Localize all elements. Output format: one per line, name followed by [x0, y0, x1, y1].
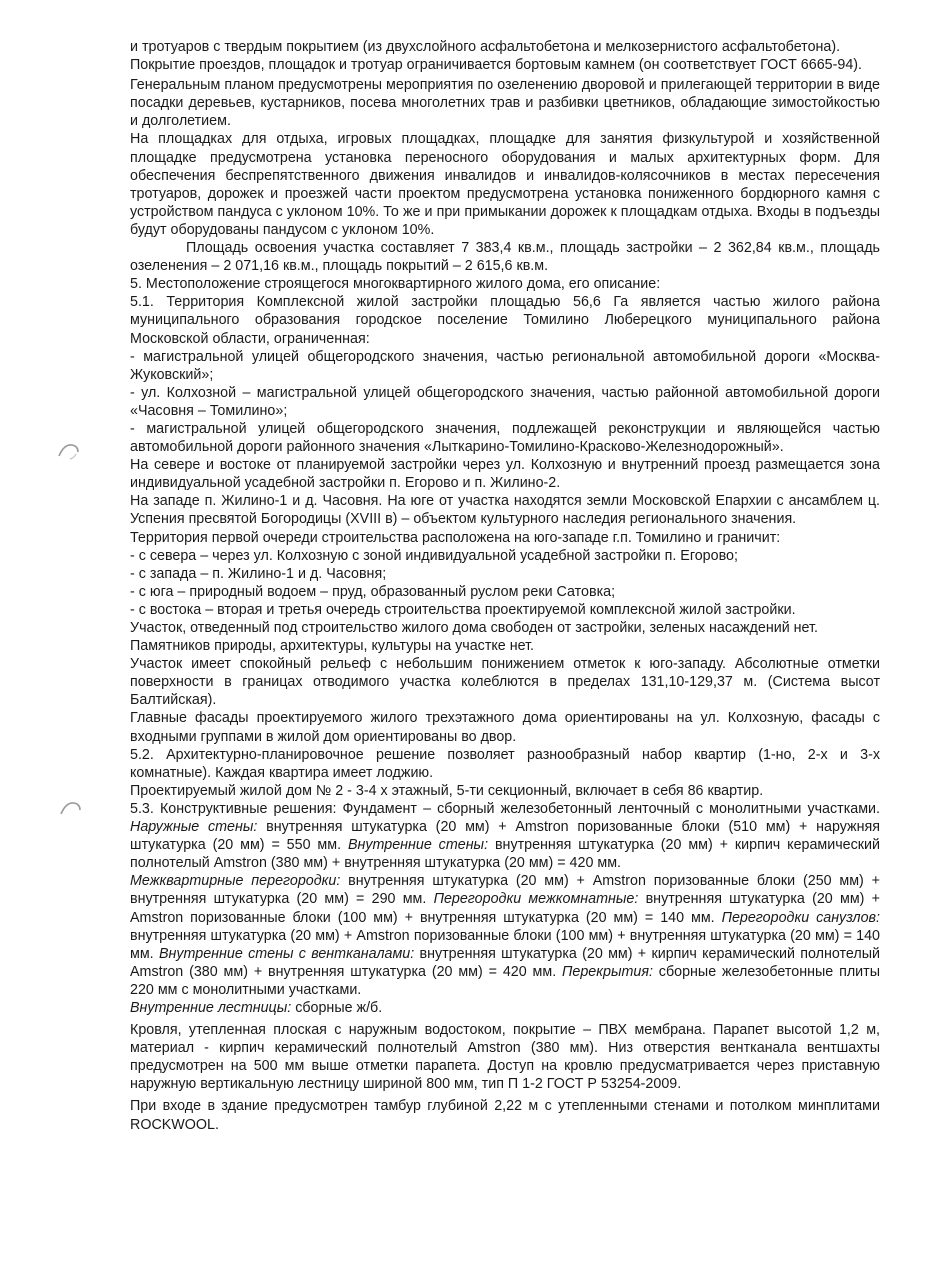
paragraph: Покрытие проездов, площадок и тротуар ограничивается бортовым камнем (он соответствует ГОСТ 6665-94). [130, 57, 863, 74]
text-run: внутренняя штукатурка (20 мм) + Amstron поризованные блоки (510 мм) + наружняя штукатурка (20 мм) = 550 мм. [130, 819, 880, 854]
paragraph-vestibule: При входе в здание предусмотрен тамбур глубиной 2,22 м с утепленными стенами и потолком минплитами ROCKWOOL. [130, 1098, 880, 1133]
italic-term: Внутренние стены с вентканалами: [158, 945, 415, 962]
paragraph: На площадках для отдыха, игровых площадках, площадке для занятия физкультурой и хозяйственной площадке предусмотрена установка переносного оборудования и малых архитектурных форм. Для обеспечения беспрепятственного движения инвалидов и инвалидов-колясочников в местах пересечения тротуаров, дорожек и проезжей части проектом предусмотрена установка пониженного бордюрного камня с устройством пандуса с уклоном 10%. То же и при примыкании дорожек к площадкам отдыха. Входы в подъезды будут оборудованы пандусом с уклоном 10%. [130, 131, 880, 238]
paragraph: Площадь освоения участка составляет 7 383,4 кв.м., площадь застройки – 2 362,84 кв.м., площадь озеленения – 2 071,16 кв.м., площадь покрытий – 2 615,6 кв.м. [130, 240, 880, 275]
list-item: - с юга – природный водоем – пруд, образованный руслом реки Сатовка; [130, 583, 616, 600]
paragraph: Территория первой очереди строительства расположена на юго-западе г.п. Томилино и граничит: [130, 529, 781, 546]
text-run: внутренняя штукатурка (20 мм) + Amstron поризованные блоки (250 мм) + внутренняя штукатурка (20 мм) = 290 мм. [130, 873, 880, 908]
paragraph: На севере и востоке от планируемой застройки через ул. Колхозную и внутренний проезд размещается зона индивидуальной усадебной застройки п. Егорово и п. Жилино-2. [130, 457, 880, 492]
paragraph-partitions [130, 872, 880, 999]
italic-term: Внутренние лестницы: [130, 999, 292, 1016]
italic-term: Перегородки санузлов: [721, 909, 880, 926]
text-run: внутренняя штукатурка (20 мм) + кирпич керамический полнотелый Amstron (380 мм) + внутренняя штукатурка (20 мм) = 420 мм. [130, 945, 880, 980]
paragraph-stairs [130, 999, 880, 1017]
paragraph: На западе п. Жилино-1 и д. Часовня. На юге от участка находятся земли Московской Епархии с ансамблем ц. Успения пресвятой Богородицы (XVIII в) – объектом культурного наследия регионального значения. [130, 493, 880, 528]
text-run: сборные ж/б. [291, 999, 383, 1016]
paragraph: Проектируемый жилой дом № 2 - 3-4 х этажный, 5-ти секционный, включает в себя 86 квартир. [130, 782, 764, 799]
text-run: внутренняя штукатурка (20 мм) + Amstron поризованные блоки (100 мм) + внутренняя штукатурка (20 мм) = 140 мм. [130, 927, 880, 962]
text-run: внутренняя штукатурка (20 мм) + кирпич керамический полнотелый Amstron (380 мм) + внутренняя штукатурка (20 мм) = 420 мм. [130, 837, 881, 872]
list-item: - магистральной улицей общегородского значения, частью региональной автомобильной дороги «Москва-Жуковский»; [130, 348, 880, 383]
italic-term: Внутренние стены: [347, 837, 489, 854]
list-item: - с востока – вторая и третья очередь строительства проектируемой комплексной жилой застройки. [130, 601, 796, 618]
document-page [130, 38, 880, 1134]
list-item: - с запада – п. Жилино-1 и д. Часовня; [130, 565, 387, 582]
text-run: внутренняя штукатурка (20 мм) + Amstron поризованные блоки (100 мм) + внутренняя штукатурка (20 мм) = 140 мм. [130, 891, 880, 926]
paragraph-constructive-solutions [130, 800, 880, 872]
paragraph: и тротуаров с твердым покрытием (из двухслойного асфальтобетона и мелкозернистого асфальтобетона). [130, 39, 841, 55]
paragraph: Памятников природы, архитектуры, культуры на участке нет. [130, 638, 535, 655]
paragraph: Главные фасады проектируемого жилого трехэтажного дома ориентированы на ул. Колхозную, фасады с входными группами в жилой дом ориентированы во двор. [130, 710, 880, 745]
list-item: - магистральной улицей общегородского значения, подлежащей реконструкции и являющейся частью автомобильной дороги районного значения «Лыткарино-Томилино-Красково-Железнодорожный». [130, 420, 880, 456]
paragraph: 5.2. Архитектурно-планировочное решение позволяет разнообразный набор квартир (1-но, 2-х и 3-х комнатные). Каждая квартира имеет лоджию. [130, 746, 880, 781]
paragraph: 5.1. Территория Комплексной жилой застройки площадью 56,6 Га является частью жилого района муниципального образования городское поселение Томилино Люберецкого муниципального района Московской области, ограниченная: [130, 294, 880, 347]
section-heading: 5. Местоположение строящегося многоквартирного жилого дома, его описание: [130, 276, 661, 293]
italic-term: Перекрытия: [562, 963, 653, 980]
list-item: - ул. Колхозной – магистральной улицей общегородского значения, частью районной автомобильной дороги «Часовня – Томилино»; [130, 384, 880, 419]
list-item: - с севера – через ул. Колхозную с зоной индивидуальной усадебной застройки п. Егорово; [130, 547, 738, 564]
italic-term: Перегородки межкомнатные: [433, 891, 639, 908]
paragraph: Генеральным планом предусмотрены мероприятия по озеленению дворовой и прилегающей территории в виде посадки деревьев, кустарников, посева многолетних трав и разбивки цветников, обладающие зимостойкостью и долголетием. [130, 77, 880, 130]
punch-hole-mark-bottom [58, 798, 84, 820]
italic-term: Наружные стены: [130, 819, 258, 836]
paragraph: Участок, отведенный под строительство жилого дома свободен от застройки, зеленых насаждений нет. [130, 620, 818, 636]
paragraph-roof: Кровля, утепленная плоская с наружным водостоком, покрытие – ПВХ мембрана. Парапет высотой 1,2 м, материал - кирпич керамический полнотелый Amstron (380 мм). Низ отверстия вентканала вентшахты предусмотрен на 500 мм выше отметки парапета. Доступ на кровлю предусматривается через приставную наружную вертикальную лестницу шириной 800 мм, тип П 1-2 ГОСТ Р 53254-2009. [130, 1022, 880, 1093]
punch-hole-mark-top [56, 440, 82, 462]
text-run: сборные железобетонные плиты 220 мм с монолитными участками. [130, 963, 880, 998]
italic-term: Межквартирные перегородки: [130, 873, 341, 890]
text-run: 5.3. Конструктивные решения: Фундамент – сборный железобетонный ленточный с монолитными участками. [130, 800, 880, 817]
paragraph: Участок имеет спокойный рельеф с небольшим понижением отметок к юго-западу. Абсолютные отметки поверхности в границах отводимого участка колеблются в пределах 131,10-129,37 м. (Система высот Балтийская). [130, 656, 880, 709]
